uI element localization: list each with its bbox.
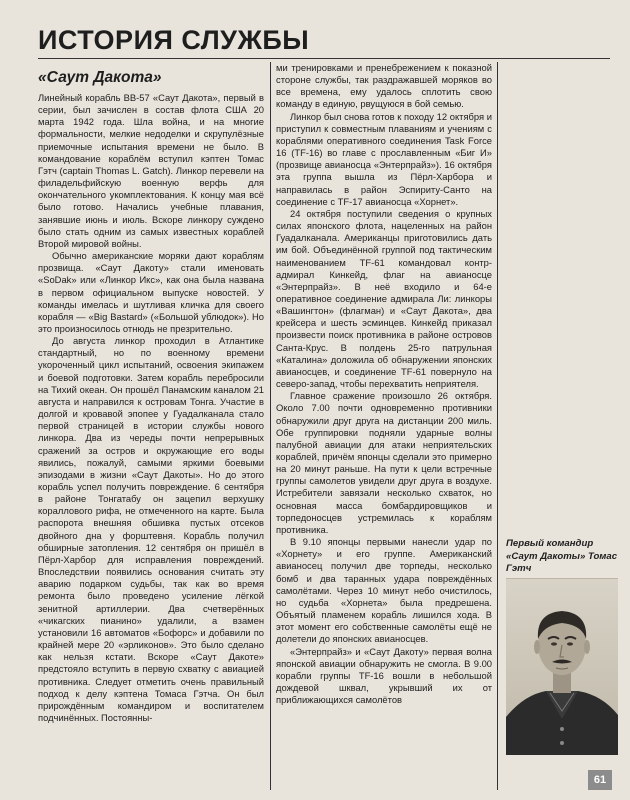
- paragraph: ми тренировками и пренебрежением к показной стороне службы, так раздражавшей моряков во все времена, ему удалось сплотить свою команду в единую, рвущуюся в бой семью.: [276, 62, 492, 110]
- paragraph: До августа линкор проходил в Атлантике стандартный, но по военному времени укороченный цикл испытаний, освоения экипажем и боевой подготовки. Затем корабль перебросили на Тихий океан. Он прошёл Панамским каналом 21 августа и направился к островам Тонга. Участие в долгой и кровавой эпопее у Гуадалканала стало первой страницей в истории службы нового линкора. Два из череды почти непрерывных сражений за остров и окружающие его воды явились, пожалуй, самыми яркими боевыми эпизодами в жизни «Саут Дакоты». Но до этого корабль успел получить повреждение. 6 сентября в районе Тонгатабу он зацепил верхушку кораллового рифа, не отмеченного на карте. Была распорота внешняя обшивка пустых отсеков двойного дна у форштевня. Корабль получил обширные затопления. 12 сентября он пришёл в Пёрл-Харбор для исправления повреждений. Впоследствии появились основания считать эту аварию подарком судьбы, так как во время ремонта было проведено усиление лёгкой зенитной артиллерии. Два счетверённых «чикагских пианино» удалили, а взамен установили 16 автоматов «Бофорс» и добавили по крайней мере 20 «эрликонов». Это было сделано как нельзя кстати. Вскоре «Саут Дакоте» предстояло вступить в первую схватку с авиацией противника. Следует отметить очень правильный подход к делу кэптена Томаса Гэтча. Он был прирождённым командиром и воспитателем подчинённых. Постоянны-: [38, 335, 264, 723]
- page-number: 61: [588, 770, 612, 790]
- text-column-2: [276, 62, 492, 790]
- column-divider-left: [270, 62, 271, 790]
- paragraph: В 9.10 японцы первыми нанесли удар по «Хорнету» и его группе. Американский авианосец получил две торпеды, несколько бомб и два таранных удара повреждённых самолётами. Через 10 минут небо очистилось, но судьба «Хорнета» была предрешена. Объятый пламенем корабль лишился хода. В этот момент его собственные самолёты ещё не долетели до японских авианосцев.: [276, 536, 492, 645]
- paragraph: Линкор был снова готов к походу 12 октября и приступил к совместным плаваниям и учениям с кораблями оперативного соединения Task Force 16 (TF-16) во главе с прославленным «Биг И» (прозвище авианосца «Энтерпрайз»). 16 октября эта группа вышла из Пёрл-Харбора и направилась в район Эспириту-Санто на соединение с TF-17 авианосца «Хорнет».: [276, 110, 492, 207]
- section-title: «Саут Дакота»: [38, 69, 162, 86]
- photo-caption: Первый командир «Саут Дакоты» Томас Гэтч: [506, 538, 618, 574]
- title-rule: [38, 58, 610, 59]
- paragraph: 24 октября поступили сведения о крупных силах японского флота, нацеленных на район Гуадалканала. Американцы приготовились дать им бой. Объединённой группой под тактическим наименованием TF-61 командовал контр-адмирал Кинкейд, флаг на авианосце «Энтерпрайз». В неё входило и 64-е оперативное соединение адмирала Ли: линкоры «Вашингтон» (флагман) и «Саут Дакота», два крейсера и шесть эсминцев. Кинкейд приказал произвести поиск противника в районе островов Санта-Крус. В полдень 25-го патрульная «Каталина» доложила об обнаружении японских авианосцев, и соединение TF-61 повернуло на северо-запад, чтобы перехватить неприятеля.: [276, 207, 492, 390]
- page-title: ИСТОРИЯ СЛУЖБЫ: [38, 25, 310, 55]
- column-divider-right: [497, 62, 498, 790]
- paragraph: «Энтерпрайз» и «Саут Дакоту» первая волна японской авиации обнаружить не смогла. В 9.00 корабли группы TF-16 вошли в небольшой дождевой шквал, укрывший их от приближающихся самолётов: [276, 645, 492, 706]
- text-column-1: [38, 64, 264, 790]
- portrait-illustration: [506, 579, 618, 755]
- paragraph: Обычно американские моряки дают кораблям прозвища. «Саут Дакоту» стали именовать «SoDak» или «Линкор Икс», как она была названа в первом официальном выпуске новостей. У команды имелась и шутливая кличка для своего корабля — «Big Bastard» («Большой ублюдок»). Но это произносилось отнюдь не презрительно.: [38, 250, 264, 334]
- paragraph: Главное сражение произошло 26 октября. Около 7.00 почти одновременно противники обнаружили друг друга на дистанции 200 миль. Обе группировки подняли ударные волны палубной авиации для атаки неприятельских кораблей, причём японцы сделали это примерно на 20 минут раньше. На пути к цели встречные группы самолетов увидели друг друга в воздухе. Истребители завязали несколько схваток, но основная масса бомбардировщиков и торпедоносцев устремилась к кораблям противника.: [276, 390, 492, 535]
- paragraph: Линейный корабль BB-57 «Саут Дакота», первый в серии, был зачислен в состав флота США 20 марта 1942 года. Шла война, и на многие формальности, мелкие недоделки и скрупулёзные приемочные испытания времени не было. В командование кораблём вступил кэптен Томас Гэтч (captain Thomas L. Gatch). Линкор перевели на филадельфийскую военную верфь для окончательного укомплектования. К концу мая всё было готово. Начались учебные плавания, занявшие июнь и июль. Вскоре линкору суждено было стать одним из самых известных кораблей Второй мировой войны.: [38, 92, 264, 249]
- portrait-photo: [506, 578, 618, 755]
